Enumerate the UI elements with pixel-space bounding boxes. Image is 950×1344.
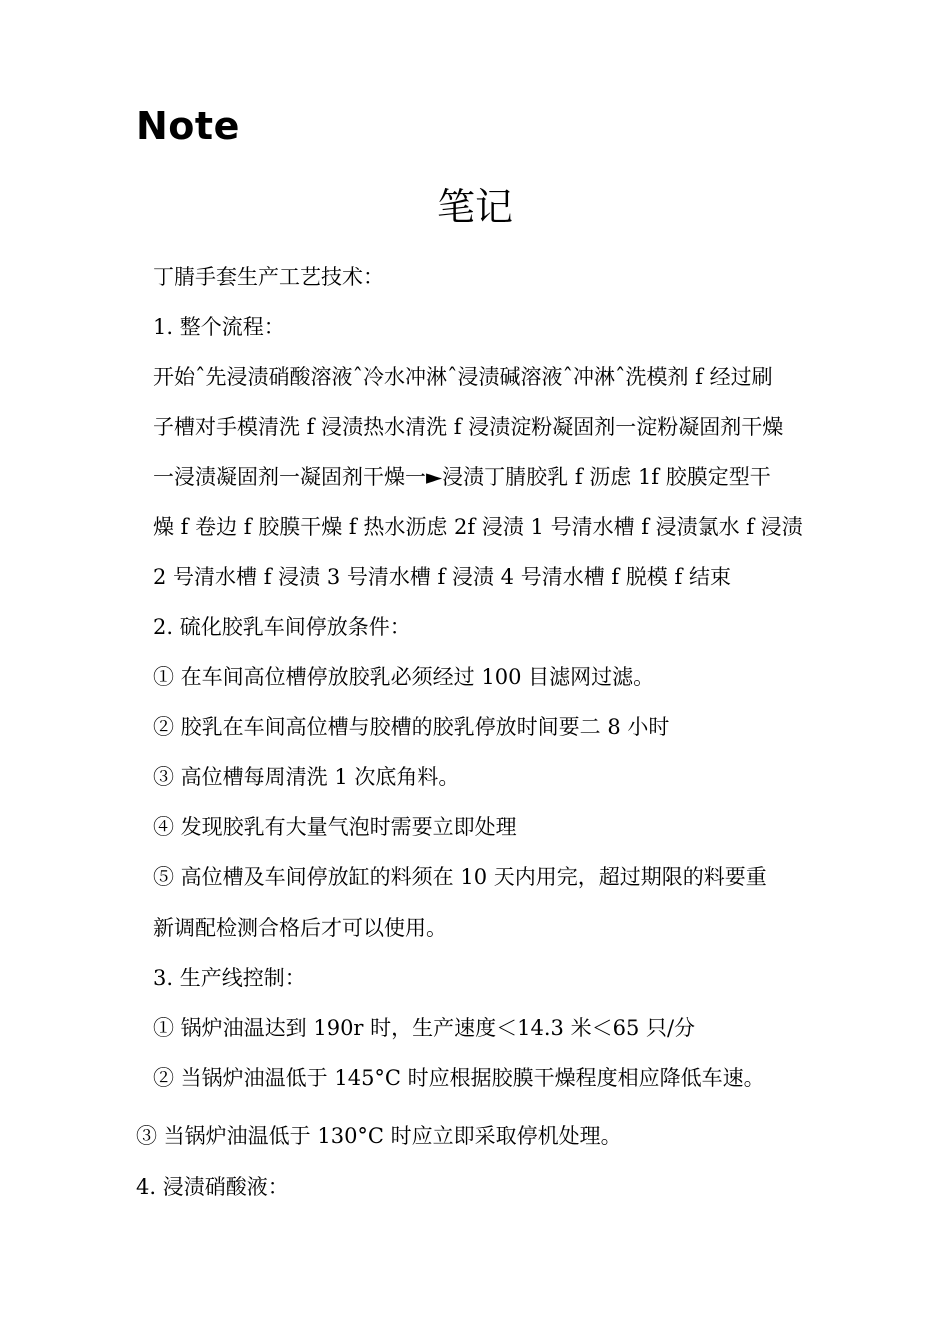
paragraph-line: 开始ˆ先浸渍硝酸溶液ˆ冷水冲淋ˆ浸渍碱溶液ˆ冲淋ˆ洗模剂 f 经过刷: [153, 365, 773, 389]
list-item: ① 锅炉油温达到 190r 时，生产速度＜14.3 米＜65 只/分: [153, 1016, 696, 1040]
paragraph-line: 4. 浸渍硝酸液：: [136, 1175, 289, 1199]
list-item: ① 在车间高位槽停放胶乳必须经过 100 目滤网过滤。: [153, 665, 655, 689]
note-header: Note: [136, 104, 240, 148]
paragraph-line: 3. 生产线控制：: [153, 966, 306, 990]
paragraph-line: 2 号清水槽 f 浸渍 3 号清水槽 f 浸渍 4 号清水槽 f 脱模 f 结束: [153, 565, 731, 589]
list-item: ② 当锅炉油温低于 145°C 时应根据胶膜干燥程度相应降低车速。: [153, 1066, 765, 1090]
list-item: ③ 高位槽每周清洗 1 次底角料。: [153, 765, 460, 789]
paragraph-line: 2. 硫化胶乳车间停放条件：: [153, 615, 411, 639]
list-item: ⑤ 高位槽及车间停放缸的料须在 10 天内用完，超过期限的料要重: [153, 865, 767, 889]
list-item: ② 胶乳在车间高位槽与胶槽的胶乳停放时间要二 8 小时: [153, 715, 670, 739]
paragraph-line: 新调配检测合格后才可以使用。: [153, 916, 447, 940]
paragraph-line: 子槽对手模清洗 f 浸渍热水清洗 f 浸渍淀粉凝固剂一淀粉凝固剂干燥: [153, 415, 784, 439]
paragraph-line: 丁腈手套生产工艺技术：: [153, 265, 384, 289]
list-item: ④ 发现胶乳有大量气泡时需要立即处理: [153, 815, 517, 839]
paragraph-line: 一浸渍凝固剂一凝固剂干燥一►浸渍丁腈胶乳 f 沥虑 1f 胶膜定型干: [153, 465, 771, 489]
list-item: ③ 当锅炉油温低于 130°C 时应立即采取停机处理。: [136, 1124, 622, 1148]
document-title: 笔记: [436, 185, 513, 229]
paragraph-line: 燥 f 卷边 f 胶膜干燥 f 热水沥虑 2f 浸渍 1 号清水槽 f 浸渍氯水 f 浸渍: [153, 515, 803, 539]
paragraph-line: 1. 整个流程：: [153, 315, 285, 339]
